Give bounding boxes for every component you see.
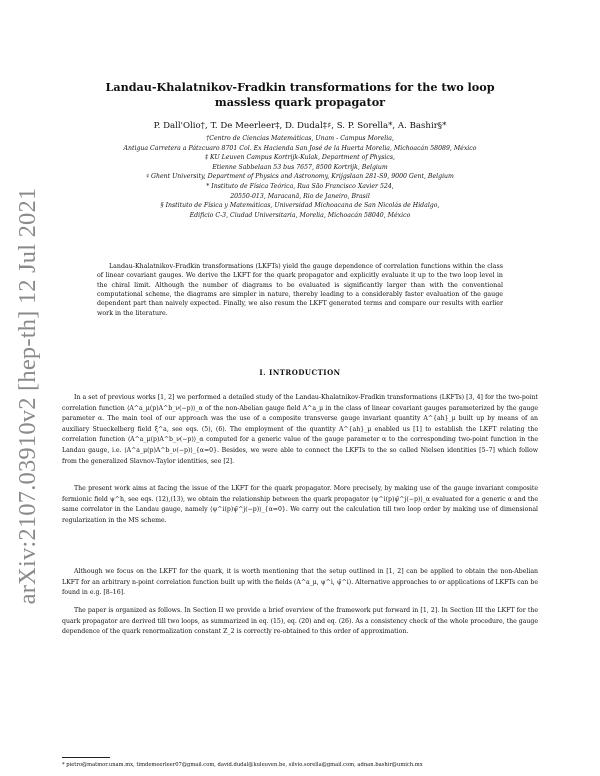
intro-paragraph: In a set of previous works [1, 2] we performed a detailed study of the Landau-Khalatnikov-Fradkin transformations (LKFTs) [3, 4] for the two-point correlation function ⟨A^a_μ(p)A^b_ν(−p)⟩_α of the non-Abelian gauge field A^a_μ in the class of linear covariant gauges parameterized by the gauge parameter α. The main tool of our approach was the use of a composite transverse gauge invariant quantity A^{ah}_μ built up by means of an auxiliary Stueckelberg field ξ^a, see eqs. (5), (6). The employment of the quantity A^{ah}_μ enabled us [1] to establish the LKFT relating the correlation function ⟨A^a_μ(p)A^b_ν(−p)⟩_α computed for a generic value of the gauge parameter α to the corresponding two-point function in the Landau gauge, i.e. ⟨A^a_μ(p)A^b_ν(−p)⟩_{α=0}. Besides, we were able to connect the LKFTs to the so called Nielsen identities [5–7] which follow from the generalized Slavnov-Taylor identities, see [2]. xyxy=(62,394,538,465)
footnote-rule xyxy=(62,757,110,758)
arxiv-identifier-stamp xyxy=(8,187,48,605)
affiliation-line: †Centro de Ciencias Matemáticas, Unam - Campus Morelia, xyxy=(206,135,394,142)
affiliation-line: ♯ Ghent University, Department of Physics and Astronomy, Krijgslaan 281-S9, 9000 Gent, Belgium xyxy=(146,173,454,181)
intro-paragraph: Although we focus on the LKFT for the quark, it is worth mentioning that the setup outlined in [1, 2] can be applied to obtain the non-Abelian LKFT for an arbitrary n-point correlation function built up with the fields (A^a_μ, ψ^i, ψ̄^i). Alternative approaches to or applications of LKFTs can be found in e.g. [8–16]. xyxy=(62,568,538,597)
arxiv-id-text: arXiv:2107.03910v2 [hep-th] 12 Jul 2021 xyxy=(14,187,41,605)
affiliation-line: Etienne Sabbelaan 53 bus 7657, 8500 Kortrijk, Belgium xyxy=(212,163,388,171)
affiliation-line: ‡ KU Leuven Campus Kortrijk-Kulak, Department of Physics, xyxy=(205,154,395,162)
paper-title: Landau-Khalatnikov-Fradkin transformations for the two loop massless quark propagator xyxy=(105,80,495,109)
footnote-emails: * pietro@matmor.unam.mx, timdemeerleer07@gmail.com, david.dudal@kuleuven.be, silvio.sorella@gmail.com, adnan.bashir@umich.mx xyxy=(62,762,423,768)
affiliations xyxy=(30,134,570,220)
intro-paragraph: The present work aims at facing the issue of the LKFT for the quark propagator. More precisely, by making use of the gauge invariant composite fermionic field ψ^h, see eqs. (12),(13), we obtain the relationship between the quark propagator ⟨ψ^i(p)ψ̄^j(−p)⟩_α evaluated for a generic α and the same correlator in the Landau gauge, namely ⟨ψ^i(p)ψ̄^j(−p)⟩_{α=0}. We carry out the calculation till two loop order by making use of dimensional regularization in the MS scheme. xyxy=(62,485,538,524)
abstract: Landau-Khalatnikov-Fradkin transformations (LKFTs) yield the gauge dependence of correlation functions within the class of linear covariant gauges. We derive the LKFT for the quark propagator and explicitly evaluate it up to the two loop level in the chiral limit. Although the number of diagrams to be evaluated is significantly larger than with the conventional computational scheme, the diagrams are simpler in nature, thereby leading to a considerably faster evaluation of the gauge dependent part than naively expected. Finally, we also resum the LKFT generated terms and compare our results with earlier work in the literature. xyxy=(97,263,503,317)
affiliation-line: Edificio C-3, Ciudad Universitaria, Morelia, Michoacán 58040, México xyxy=(189,211,411,219)
affiliation-line: Antigua Carretera a Pátzcuaro 8701 Col. Ex Hacienda San José de la Huerta Morelia, Michoacán 58089, México xyxy=(123,144,477,152)
affiliation-line: * Instituto de Física Teórica, Rua São Francisco Xavier 524, xyxy=(206,182,394,190)
section-heading-introduction: I. INTRODUCTION xyxy=(259,368,341,377)
affiliation-line: § Instituto de Física y Matemáticas, Universidad Michoacana de San Nicolás de Hidalgo, xyxy=(160,202,440,210)
author-list: P. Dall'Olio†, T. De Meerleer‡, D. Dudal‡♯, S. P. Sorella*, A. Bashir§* xyxy=(153,121,447,131)
affiliation-line: 20550-013, Maracanã, Rio de Janeiro, Brasil xyxy=(230,192,370,200)
intro-paragraph: The paper is organized as follows. In Section II we provide a brief overview of the framework put forward in [1, 2]. In Section III the LKFT for the quark propagator are derived till two loops, as summarized in eq. (15), eq. (20) and eq. (26). As a consistency check of the whole procedure, the gauge dependence of the quark renormalization constant Z_2 is correctly re-obtained to this order of approximation. xyxy=(62,607,538,636)
